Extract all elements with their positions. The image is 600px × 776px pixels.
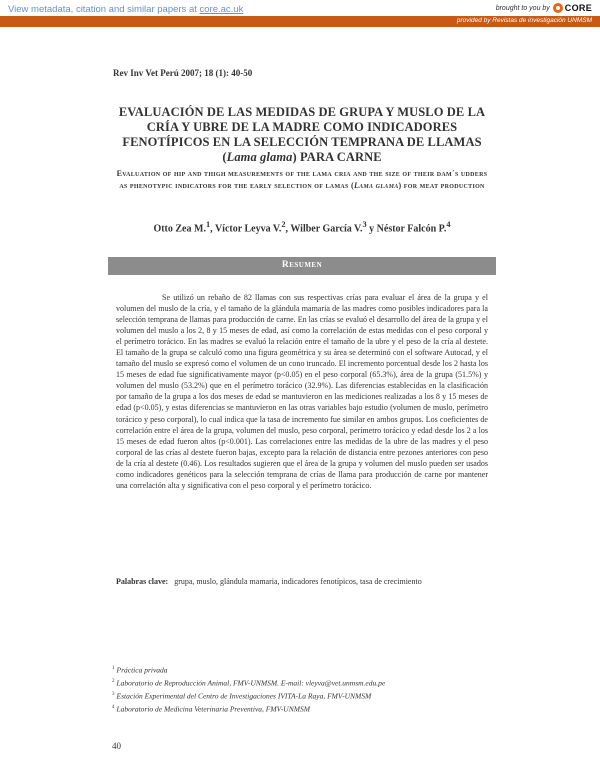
en-title-part2: ) for meat production — [398, 181, 485, 190]
keywords-text: grupa, muslo, glándula mamaria, indicadores fenotípicos, tasa de crecimiento — [174, 577, 422, 586]
resumen-heading: Resumen — [281, 260, 323, 270]
core-logo-text: CORE — [564, 3, 592, 13]
journal-citation: Rev Inv Vet Perú 2007; 18 (1): 40-50 — [113, 68, 253, 78]
keywords-label: Palabras clave: — [116, 577, 169, 586]
title-part2: ) PARA CARNE — [292, 150, 382, 164]
footnote-number: 2 — [112, 678, 115, 684]
en-title-species: Lama glama — [353, 181, 399, 190]
footnote-text: Práctica privada — [116, 665, 168, 675]
title-species: Lama glama — [226, 150, 293, 164]
title-part1: EVALUACIÓN DE LAS MEDIDAS DE GRUPA Y MUSLO DE LA CRÍA Y UBRE DE LA MADRE COMO INDICADORES FENOTÍPICOS EN LA SELECCIÓN TEMPRANA DE LLAMAS ( — [118, 105, 486, 164]
author-1: Otto Zea M. — [153, 223, 206, 235]
footnote-text: Laboratorio de Medicina Veterinaria Preventiva, FMV-UNMSM — [116, 704, 310, 714]
core-provided-text[interactable]: provided by Revistas de investigación UNMSM — [456, 17, 592, 24]
author-2-affiliation: 2 — [281, 220, 286, 229]
core-link-prefix: View metadata, citation and similar papers at — [8, 4, 200, 15]
keywords — [116, 576, 488, 587]
core-brought-by-text: brought to you by — [495, 4, 550, 12]
core-link-domain[interactable]: core.ac.uk — [199, 4, 244, 15]
author-3-affiliation: 3 — [362, 220, 367, 229]
footnote — [112, 676, 512, 689]
core-metadata-link[interactable] — [8, 4, 243, 15]
author-4-affiliation: 4 — [446, 220, 451, 229]
article-title — [108, 105, 496, 165]
footnote — [112, 702, 512, 715]
core-logo[interactable] — [553, 3, 592, 13]
footnote-number: 4 — [112, 704, 115, 710]
author-separator: , — [285, 223, 291, 235]
en-title-part1: Evaluation of hip and thigh measurements of the lama cria and the size of their dam´s udders as phenotypic indicators for the early selection of lamas ( — [116, 169, 488, 190]
author-4: Néstor Falcón P. — [376, 223, 447, 235]
footnote-number: 3 — [112, 691, 115, 697]
core-logo-icon — [553, 3, 563, 13]
footnote-number: 1 — [112, 666, 115, 671]
core-brought-by[interactable] — [496, 3, 592, 13]
author-1-affiliation: 1 — [205, 220, 211, 229]
authors-line — [108, 220, 496, 234]
footnote — [112, 689, 512, 702]
footnote-text: Laboratorio de Reproducción Animal, FMV-UNMSM. E-mail: vleyva@vet.unmsm.edu.pe — [116, 678, 386, 688]
english-title — [112, 168, 492, 192]
author-3: Wilber García V. — [290, 223, 363, 235]
author-separator: y — [366, 223, 377, 235]
core-provided-bar — [0, 16, 600, 27]
author-2: Víctor Leyva V. — [214, 223, 282, 235]
footnotes — [112, 663, 512, 715]
abstract-text: Se utilizó un rebaño de 82 llamas con sus respectivas crías para evaluar el área de la grupa y el volumen del muslo de la cría, y el tamaño de la glándula mamaria de las madres como posibles indicadores para la selección temprana de llamas para producción de carne. En las crías se evaluó el desarrollo del área de la grupa y el volumen del muslo a los 2, 8 y 15 meses de edad, así como la correlación de estas medidas con el peso corporal y el perímetro torácico. En las madres se evaluó la relación entre el tamaño de la ubre y el peso de la cría al destete. El tamaño de la grupa se calculó como una figura geométrica y su área se determinó con el software Autocad, y el tamaño del muslo se expresó como el volumen de un cono truncado. El incremento porcentual desde los 2 hasta los 15 meses de edad fue significativamente mayor (p<0.05) en el peso corporal (65.3%), área de la grupa (51.5%) y volumen del muslo (53.2%) que en el perímetro torácico (32.9%). Las diferencias establecidas en la clasificación por tamaño de la grupa a los dos meses de edad se mantuvieron en las mediciones realizadas a los 8 y 15 meses de edad (p<0.05), y estas diferencias se mantuvieron en las otras variables bajo estudio (volumen de muslo, perímetro torácico y peso corporal), lo cual indica que la tasa de incremento fue similar en ambos grupos. Los coeficientes de correlación entre el área de la grupa, volumen del muslo, peso corporal, perímetro torácico y edad desde los 2 a los 15 meses de edad fueron altos (p<0.001). Las correlaciones entre las medidas de la ubre de las madres y el peso corporal de las crías al destete fueron bajas, excepto para la relación de distancia entre pezones anteriores con peso de la cría al destete (0.46). Los resultados sugieren que el área de la grupa y volumen del muslo pueden ser usados como indicadores genéticos para la selección temprana de crías de llama para producción de carne por mantener una correlación alta y significativa con el peso corporal y el perímetro torácico. — [116, 293, 488, 490]
footnote-text: Estación Experimental del Centro de Investigaciones IVITA-La Raya, FMV-UNMSM — [116, 691, 372, 701]
footnote — [112, 663, 512, 676]
page-number: 40 — [112, 741, 121, 751]
resumen-section-bar — [108, 257, 496, 275]
author-separator: , — [210, 223, 215, 235]
